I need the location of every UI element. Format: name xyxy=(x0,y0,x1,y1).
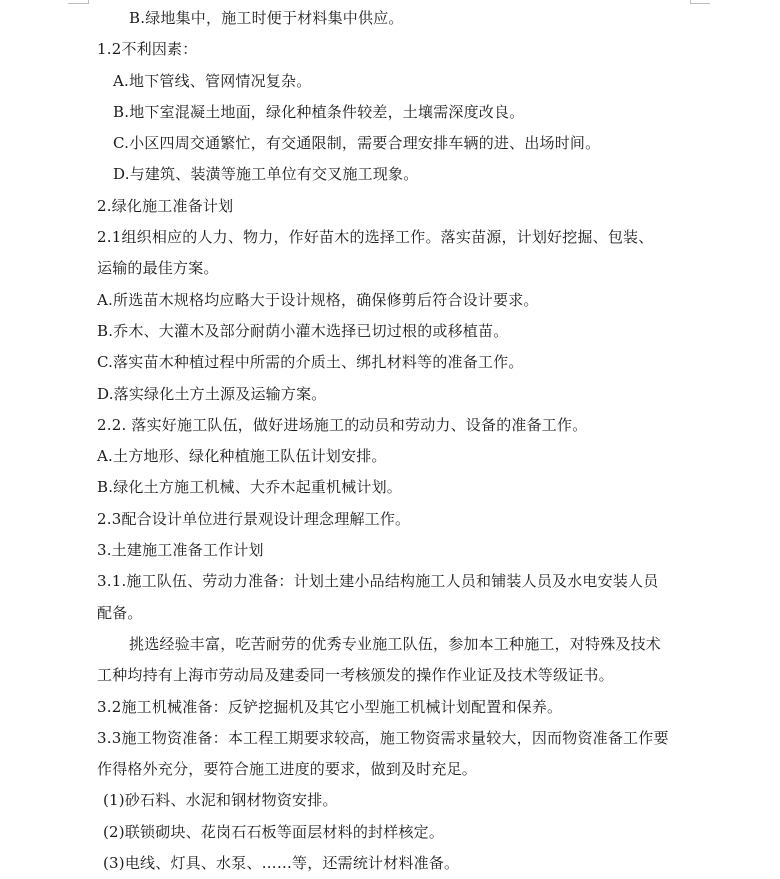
document-line: 2.绿化施工准备计划 xyxy=(97,196,234,215)
document-line: A.土方地形、绿化种植施工队伍计划安排。 xyxy=(97,447,387,466)
document-line: D.落实绿化土方土源及运输方案。 xyxy=(97,384,327,403)
document-line: 运输的最佳方案。 xyxy=(97,259,219,278)
document-line: B.乔木、大灌木及部分耐荫小灌木选择已切过根的或移植苗。 xyxy=(97,321,509,340)
document-line: 2.2. 落实好施工队伍，做好进场施工的动员和劳动力、设备的准备工作。 xyxy=(97,415,588,434)
document-line: (2)联锁砌块、花岗石石板等面层材料的封样核定。 xyxy=(103,822,445,841)
document-line: (3)电线、灯具、水泵、……等，还需统计材料准备。 xyxy=(103,854,460,873)
document-line: (1)砂石料、水泥和钢材物资安排。 xyxy=(103,791,338,810)
document-line: B.绿地集中，施工时便于材料集中供应。 xyxy=(129,9,404,27)
document-line: 2.1组织相应的人力、物力，作好苗木的选择工作。落实苗源，计划好挖掘、包装、 xyxy=(97,228,654,247)
document-line: 3.土建施工准备工作计划 xyxy=(97,541,264,560)
document-line: 挑选经验丰富，吃苦耐劳的优秀专业施工队伍，参加本工种施工，对特殊及技术 xyxy=(129,634,662,653)
document-line: 2.3配合设计单位进行景观设计理念理解工作。 xyxy=(97,509,411,528)
document-line: 作得格外充分，要符合施工进度的要求，做到及时充足。 xyxy=(97,760,478,779)
document-line: A.地下管线、管网情况复杂。 xyxy=(113,71,312,90)
document-line: A.所选苗木规格均应略大于设计规格，确保修剪后符合设计要求。 xyxy=(97,290,539,309)
document-body xyxy=(0,3,780,879)
document-line: B.地下室混凝土地面，绿化种植条件较差，土壤需深度改良。 xyxy=(113,102,525,121)
document-line: 1.2不利因素： xyxy=(97,40,198,59)
document-line: 配备。 xyxy=(97,603,143,622)
document-line: 3.1.施工队伍、劳动力准备：计划土建小品结构施工人员和铺装人员及水电安装人员 xyxy=(97,572,659,591)
document-line: C.小区四周交通繁忙，有交通限制，需要合理安排车辆的进、出场时间。 xyxy=(113,134,601,153)
document-line: 3.2施工机械准备：反铲挖掘机及其它小型施工机械计划配置和保养。 xyxy=(97,697,563,716)
document-line: B.绿化土方施工机械、大乔木起重机械计划。 xyxy=(97,478,402,497)
document-line: 工种均持有上海市劳动局及建委同一考核颁发的操作作业证及技术等级证书。 xyxy=(97,666,614,685)
document-line: 3.3施工物资准备：本工程工期要求较高，施工物资需求量较大，因而物资准备工作要 xyxy=(97,728,669,747)
document-line: D.与建筑、装潢等施工单位有交叉施工现象。 xyxy=(113,165,419,184)
document-line: C.落实苗木种植过程中所需的介质土、绑扎材料等的准备工作。 xyxy=(97,353,524,372)
